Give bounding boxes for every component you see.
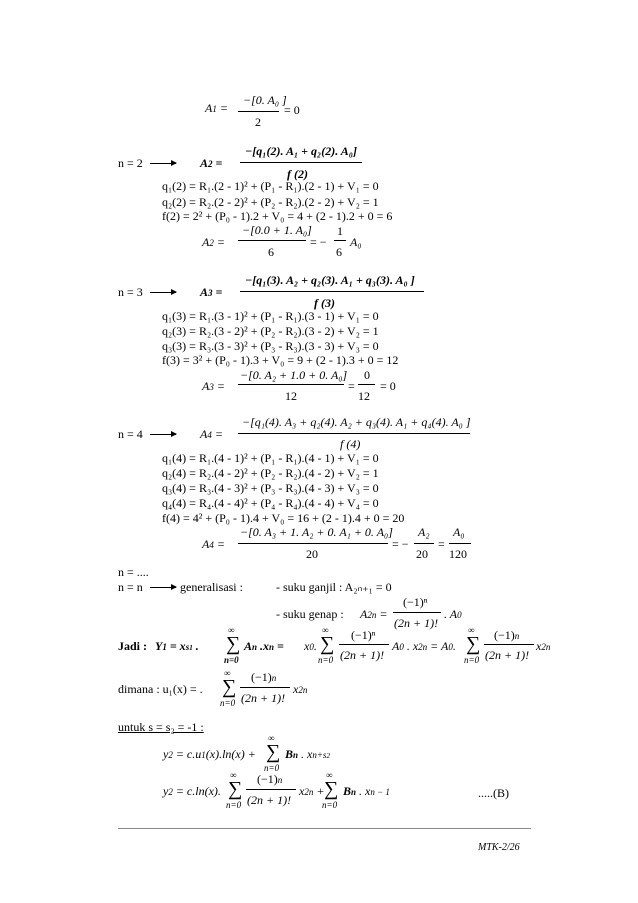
A2-label: A2 = — [200, 156, 223, 170]
A4-denominator: f (4) — [340, 437, 361, 451]
A1-label: A1 = — [205, 101, 228, 115]
A3-numerator: −[q₁(3). A₂ + q₂(3). A₁ + q₃(3). A₀ ] — [245, 273, 415, 287]
A3-label: A3 = — [200, 285, 223, 299]
f-4: f(4) = 4² + (P₀ - 1).4 + V₀ = 16 + (2 - 1).4 + 0 = 20 — [162, 511, 405, 525]
jadi: Jadi : — [118, 639, 148, 653]
q3-4: q₃(4) = R₃.(4 - 3)² + (P₃ - R₃).(4 - 3) + V₃ = 0 — [162, 481, 379, 495]
A4b-numerator: −[0. A₃ + 1. A₂ + 0. A₁ + 0. A₀] — [240, 525, 393, 539]
A2b-denominator: 6 — [268, 245, 274, 259]
n3-label: n = 3 — [118, 285, 143, 299]
dimana: dimana : u₁(x) = . — [118, 682, 203, 696]
A2-numerator: −[q₁(2). A₁ + q₂(2). A₀] — [245, 144, 357, 158]
A2b-result: A₀ — [350, 235, 362, 249]
f-2: f(2) = 2² + (P₀ - 1).2 + V₀ = 4 + (2 - 1).2 + 0 = 6 — [162, 209, 393, 223]
equation-label-B: .....(B) — [478, 786, 509, 800]
n2-label: n = 2 — [118, 156, 143, 170]
q1-4: q₁(4) = R₁.(4 - 1)² + (P₁ - R₁).(4 - 1) + V₁ = 0 — [162, 451, 379, 465]
n-dots: n = .... — [118, 565, 149, 579]
q4-4: q₄(4) = R₄.(4 - 4)² + (P₄ - R₄).(4 - 4) + V₄ = 0 — [162, 496, 379, 510]
footer-rule — [118, 828, 531, 829]
untuk: untuk s = s₂ = -1 : — [118, 720, 204, 734]
A4b-denominator: 20 — [306, 547, 318, 561]
A3b-numerator: −[0. A₂ + 1.0 + 0. A₀] — [240, 368, 348, 382]
A4b-label: A4 = — [202, 537, 225, 551]
A2-denominator: f (2) — [287, 167, 308, 181]
A3-denominator: f (3) — [314, 296, 335, 310]
A3b-denominator: 12 — [285, 389, 297, 403]
q2-3: q₂(3) = R₂.(3 - 2)² + (P₂ - R₂).(3 - 2) + V₂ = 1 — [162, 324, 379, 338]
A4-numerator: −[q₁(4). A₃ + q₂(4). A₂ + q₃(4). A₁ + q₄(4). A₀ ] — [242, 415, 471, 429]
generalisasi: generalisasi : — [180, 580, 243, 594]
q3-3: q₃(3) = R₃.(3 - 3)² + (P₃ - R₃).(3 - 3) + V₃ = 0 — [162, 339, 379, 353]
suku-genap: - suku genap : — [276, 607, 344, 621]
A1-numerator: −[0. A₀ ] — [243, 93, 287, 107]
A2b-label: A2 = — [202, 235, 225, 249]
A4-label: A4 = — [200, 427, 223, 441]
q1-2: q₁(2) = R₁.(2 - 1)² + (P₁ - R₁).(2 - 1) + V₁ = 0 — [162, 179, 379, 193]
A1-result: = 0 — [284, 103, 300, 117]
q2-2: q₂(2) = R₂.(2 - 2)² + (P₂ - R₂).(2 - 2) + V₂ = 1 — [162, 195, 379, 209]
A3b-label: A3 = — [202, 379, 225, 393]
q2-4: q₂(4) = R₂.(4 - 2)² + (P₂ - R₂).(4 - 2) + V₂ = 1 — [162, 466, 379, 480]
A2b-numerator: −[0.0 + 1. A₀] — [242, 223, 312, 237]
suku-ganjil: - suku ganjil : A₂ₙ₊₁ = 0 — [276, 580, 392, 594]
n4-label: n = 4 — [118, 427, 143, 441]
f-3: f(3) = 3² + (P₀ - 1).3 + V₀ = 9 + (2 - 1).3 + 0 = 12 — [162, 353, 399, 367]
n-n: n = n — [118, 580, 143, 594]
q1-3: q₁(3) = R₁.(3 - 1)² + (P₁ - R₁).(3 - 1) + V₁ = 0 — [162, 309, 379, 323]
A1-denominator: 2 — [255, 115, 261, 129]
page-footer: MTK-2/26 — [478, 842, 520, 853]
